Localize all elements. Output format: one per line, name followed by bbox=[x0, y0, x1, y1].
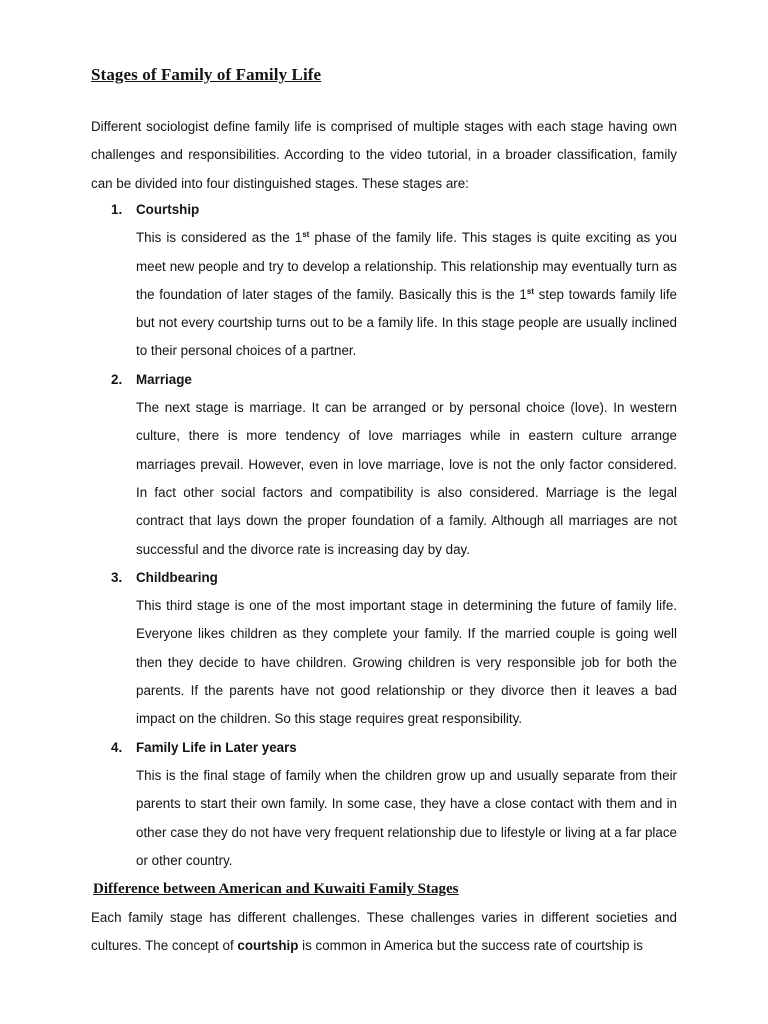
list-number: 3. bbox=[111, 569, 123, 585]
stage-heading-later-years: Family Life in Later years bbox=[136, 739, 297, 755]
stage-heading-marriage: Marriage bbox=[136, 371, 192, 387]
list-number: 4. bbox=[111, 739, 123, 755]
document-title: Stages of Family of Family Life bbox=[91, 65, 322, 84]
comparison-paragraph: Each family stage has different challenges. These challenges varies in different societies and cultures. The concept of courtship is common in America but the success rate of courtship is bbox=[91, 910, 677, 954]
list-item bbox=[91, 366, 677, 564]
stage-text-marriage: The next stage is marriage. It can be arranged or by personal choice (love). In western culture, there is more tendency of love marriages while in eastern culture arrange marriages prevail. However, even in love marriage, love is not the only factor considered. In fact other social factors and compatibility is also considered. Marriage is the legal contract that lays down the proper foundation of a family. Although all marriages are not successful and the divorce rate is increasing day by day. bbox=[136, 400, 677, 557]
list-number: 2. bbox=[111, 371, 123, 387]
intro-paragraph: Different sociologist define family life is comprised of multiple stages with each stage having own challenges and responsibilities. According to the video tutorial, in a broader classification, family can be divided into four distinguished stages. These stages are: bbox=[91, 119, 677, 191]
stage-text-courtship: This is considered as the 1st phase of the family life. This stages is quite exciting as you meet new people and try to develop a relationship. This relationship may eventually turn as the foundation of later stages of the family. Basically this is the 1st step towards family life but not every courtship turns out to be a family life. In this stage people are usually inclined to their personal choices of a partner. bbox=[136, 230, 677, 359]
list-item bbox=[91, 564, 677, 734]
stages-list bbox=[91, 196, 677, 875]
bold-term: courtship bbox=[237, 938, 299, 954]
stage-heading-childbearing: Childbearing bbox=[136, 569, 218, 585]
list-item bbox=[91, 734, 677, 875]
section-heading: Difference between American and Kuwaiti Family Stages bbox=[93, 881, 459, 897]
stage-heading-courtship: Courtship bbox=[136, 202, 200, 217]
list-number: 1. bbox=[111, 202, 123, 217]
list-item bbox=[91, 196, 677, 366]
stage-text-later-years: This is the final stage of family when the children grow up and usually separate from their parents to start their own family. In some case, they have a close contact with them and in other case they do not have very frequent relationship due to lifestyle or living at a far place or other country. bbox=[136, 767, 677, 868]
stage-text-childbearing: This third stage is one of the most important stage in determining the future of family life. Everyone likes children as they complete your family. If the married couple is going well then they decide to have children. Growing children is very responsible job for both the parents. If the parents have not good relationship or they divorce then it leaves a bad impact on the children. So this stage requires great responsibility. bbox=[136, 598, 677, 727]
